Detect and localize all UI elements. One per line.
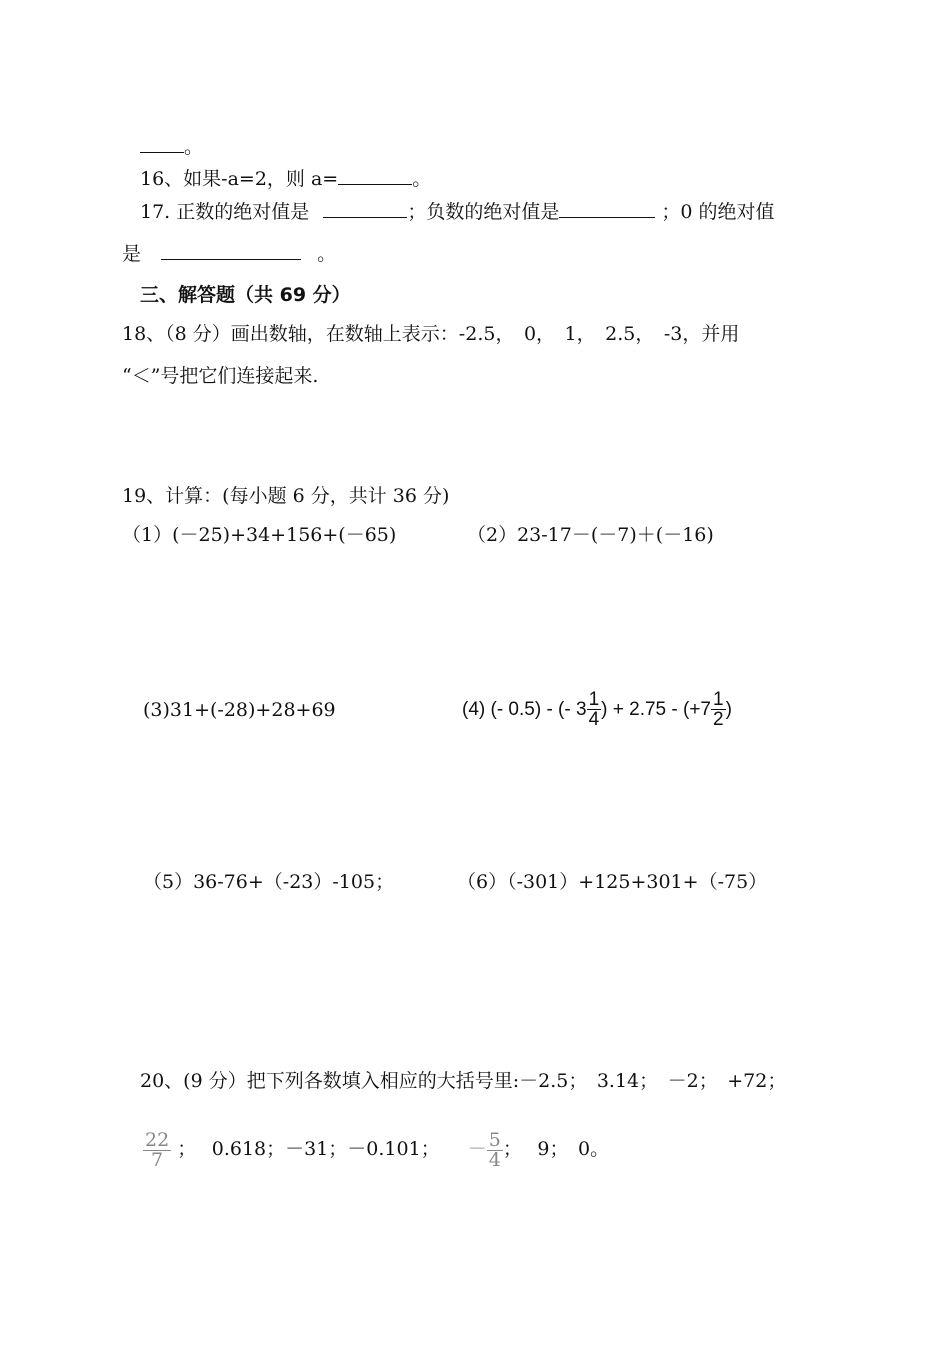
fraction-22-over-7: $\frac{22}{7}$ [145,1128,170,1171]
q17-text-4: 是 [122,243,142,265]
fraction-one-quarter: $\frac{1}{4}$ [588,689,600,731]
negative-sign: － [467,1138,487,1160]
q19-problem-6: （6）（-301）+125+301+（-75） [457,871,768,893]
question-18-line-1: 18、（8 分）画出数轴，在数轴上表示：-2.5， 0， 1， 2.5， -3，并用 [122,323,740,345]
section-3-heading: 三、解答题（共 69 分） [140,284,351,306]
q16-text: 16、如果-a=2，则 a= [140,168,339,190]
question-18-line-2: “＜”号把它们连接起来. [122,365,319,387]
fraction-5-over-4: $\frac{5}{4}$ [488,1128,501,1171]
q16-answer-blank[interactable] [338,166,412,185]
q19-problem-3: (3)31+(-28)+28+69 [143,699,336,721]
q15-tail: 。 [140,134,203,160]
question-20-line-2: $\frac{22}{7}$ ； 0.618；－31；－0.101； － $\frac{5}{4}$ ； 9； 0。 [145,1128,610,1171]
q19-problem-1: （1）(－25)+34+156+(－65) [122,524,397,546]
q17-text-1: 17. 正数的绝对值是 [140,201,310,223]
question-17 [140,199,775,225]
q19-problem-4: (4) (- 0.5) - (- 3 $\frac{1}{4}$ ) + 2.75 - (+7 $\frac{1}{2}$ ) [462,689,732,731]
q17-blank-zero[interactable] [161,241,301,260]
q19-problem-5: （5）36-76+（-23）-105； [143,871,395,893]
q19-problem-2: （2）23-17－(－7)＋(－16) [467,524,714,546]
fraction-one-half: $\frac{1}{2}$ [712,689,724,731]
question-16: 16、如果-a=2，则 a= 。 [140,168,432,190]
q17-text-3: ；0 的绝对值 [661,201,775,223]
question-20-line-1: 20、(9 分）把下列各数填入相应的大括号里:－2.5； 3.14； －2； +72； [140,1070,787,1092]
q15-answer-blank[interactable] [140,134,184,153]
question-19-title: 19、计算：(每小题 6 分，共计 36 分) [122,485,450,507]
q17-text-2: ；负数的绝对值是 [407,201,560,223]
q17-blank-negative[interactable] [559,199,655,218]
q17-blank-positive[interactable] [323,199,407,218]
question-17-cont: 是 。 [122,243,337,265]
